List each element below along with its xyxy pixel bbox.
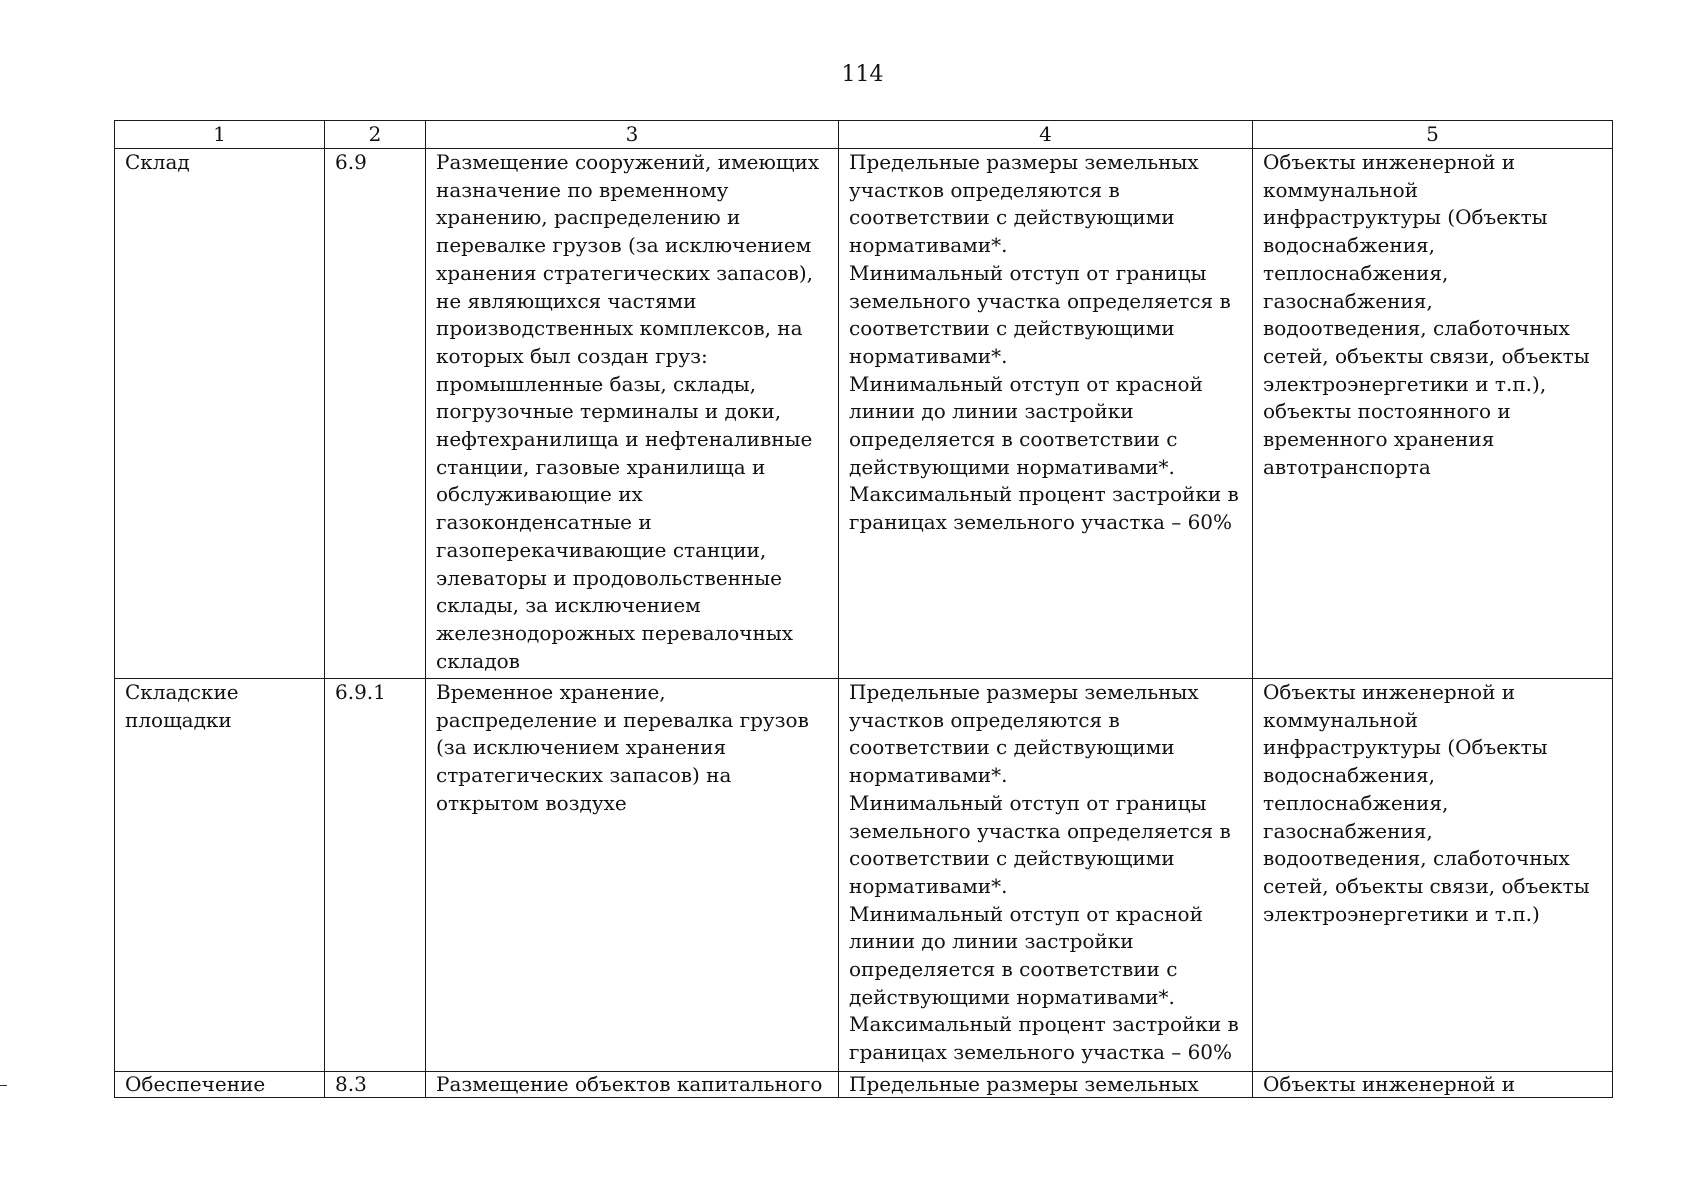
parameters-cell bbox=[839, 1072, 1253, 1098]
use-name-cell bbox=[115, 1072, 325, 1098]
table-row bbox=[115, 679, 1613, 1072]
use-description-text: Размещение объектов капитального bbox=[436, 1072, 823, 1096]
header-cell-2: 2 bbox=[325, 121, 426, 149]
table-row bbox=[115, 1072, 1613, 1098]
header-cell-5: 5 bbox=[1253, 121, 1613, 149]
header-cell-3: 3 bbox=[426, 121, 839, 149]
auxiliary-uses-cell bbox=[1253, 1072, 1613, 1098]
header-cell-1: 1 bbox=[115, 121, 325, 149]
parameters-cell: Предельные размеры земельных участков определяются в соответствии с действующими нормативами*. Минимальный отступ от границы земельного участка определяется в соответствии с действующими нормативами*. Минимальный отступ от красной линии до линии застройки определяется в соответствии с действующими нормативами*. Максимальный процент застройки в границах земельного участка – 60% bbox=[839, 149, 1253, 679]
use-code-text: 8.3 bbox=[335, 1072, 367, 1096]
auxiliary-uses-cell: Объекты инженерной и коммунальной инфраструктуры (Объекты водоснабжения, теплоснабжения, газоснабжения, водоотведения, слаботочных сетей, объекты связи, объекты электроэнергетики и т.п.), объекты постоянного и временного хранения автотранспорта bbox=[1253, 149, 1613, 679]
auxiliary-uses-text: Объекты инженерной и bbox=[1263, 1072, 1516, 1096]
margin-mark bbox=[0, 1085, 7, 1086]
header-cell-4: 4 bbox=[839, 121, 1253, 149]
use-name-text: Обеспечение bbox=[125, 1072, 266, 1096]
auxiliary-uses-cell: Объекты инженерной и коммунальной инфраструктуры (Объекты водоснабжения, теплоснабжения, газоснабжения, водоотведения, слаботочных сетей, объекты связи, объекты электроэнергетики и т.п.) bbox=[1253, 679, 1613, 1072]
zoning-table bbox=[114, 120, 1613, 1098]
use-description-cell bbox=[426, 1072, 839, 1098]
use-name-cell: Склад bbox=[115, 149, 325, 679]
use-code-cell: 6.9.1 bbox=[325, 679, 426, 1072]
use-name-cell: Складские площадки bbox=[115, 679, 325, 1072]
use-code-cell bbox=[325, 1072, 426, 1098]
use-description-cell: Временное хранение, распределение и перевалка грузов (за исключением хранения стратегических запасов) на открытом воздухе bbox=[426, 679, 839, 1072]
page-number: 114 bbox=[841, 62, 884, 87]
parameters-cell: Предельные размеры земельных участков определяются в соответствии с действующими нормативами*. Минимальный отступ от границы земельного участка определяется в соответствии с действующими нормативами*. Минимальный отступ от красной линии до линии застройки определяется в соответствии с действующими нормативами*. Максимальный процент застройки в границах земельного участка – 60% bbox=[839, 679, 1253, 1072]
table-header-row bbox=[115, 121, 1613, 149]
use-code-cell: 6.9 bbox=[325, 149, 426, 679]
table-row bbox=[115, 149, 1613, 679]
use-description-cell: Размещение сооружений, имеющих назначение по временному хранению, распределению и перевалке грузов (за исключением хранения стратегических запасов), не являющихся частями производственных комплексов, на которых был создан груз: промышленные базы, склады, погрузочные терминалы и доки, нефтехранилища и нефтеналивные станции, газовые хранилища и обслуживающие их газоконденсатные и газоперекачивающие станции, элеваторы и продовольственные склады, за исключением железнодорожных перевалочных складов bbox=[426, 149, 839, 679]
parameters-text: Предельные размеры земельных bbox=[849, 1072, 1199, 1096]
